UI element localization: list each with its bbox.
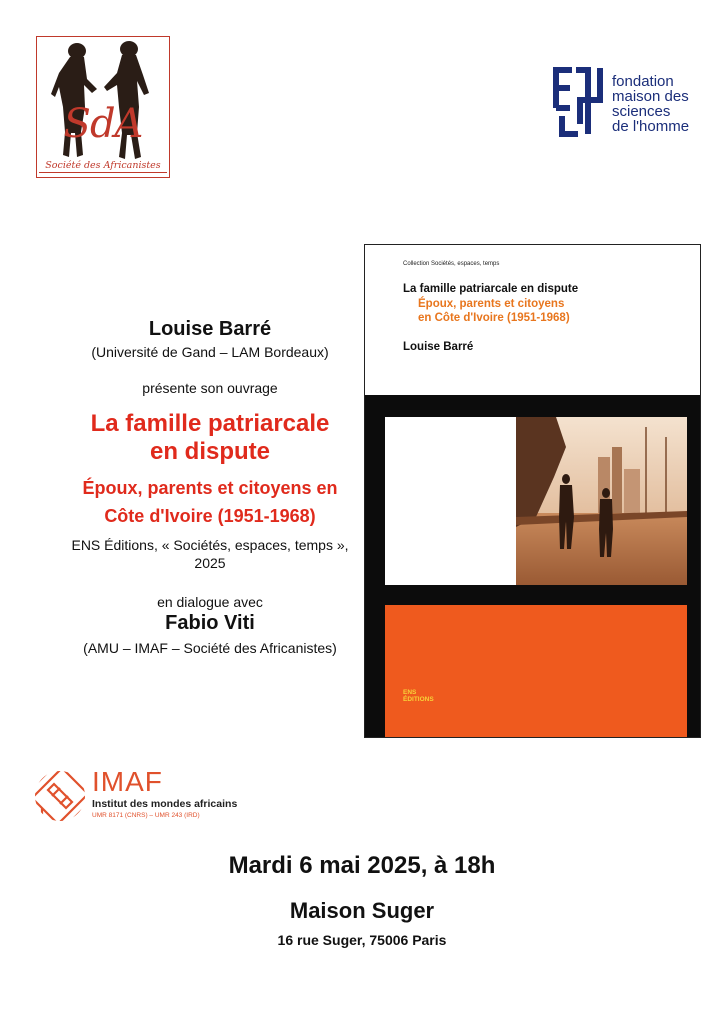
cover-subtitle bbox=[418, 297, 570, 325]
book-subtitle-line: Côte d'Ivoire (1951-1968) bbox=[104, 506, 316, 526]
book-subtitle-line: Époux, parents et citoyens en bbox=[82, 478, 338, 498]
publisher-line: 2025 bbox=[194, 555, 226, 571]
publisher-info bbox=[30, 536, 390, 572]
fmsh-text bbox=[612, 74, 689, 134]
cover-subtitle-line: en Côte d'Ivoire (1951-1968) bbox=[418, 312, 570, 324]
sda-name: Société des Africanistes bbox=[39, 160, 167, 173]
event-date: Mardi 6 mai 2025, à 18h bbox=[228, 852, 496, 879]
cover-orange-block bbox=[385, 605, 687, 737]
imaf-globe-icon bbox=[34, 770, 86, 822]
fmsh-logo bbox=[550, 64, 700, 144]
fmsh-line: de l'homme bbox=[612, 118, 690, 135]
cover-publisher-line: ENS bbox=[403, 689, 417, 696]
cover-collection: Collection Sociétés, espaces, temps bbox=[403, 261, 500, 267]
presents-text: présente son ouvrage bbox=[142, 380, 278, 396]
cover-publisher-line: ÉDITIONS bbox=[403, 696, 434, 703]
fmsh-mark-icon bbox=[550, 64, 610, 140]
book-title-line: en dispute bbox=[149, 438, 270, 465]
author-affiliation: (Université de Gand – LAM Bordeaux) bbox=[91, 344, 329, 360]
author-name: Louise Barré bbox=[148, 318, 272, 340]
book-title bbox=[30, 410, 390, 466]
event-venue: Maison Suger bbox=[289, 898, 435, 923]
imaf-acronym: IMAF bbox=[92, 766, 163, 797]
imaf-logo bbox=[34, 766, 238, 828]
cover-title: La famille patriarcale en dispute bbox=[403, 283, 579, 295]
dialogue-intro: en dialogue avec bbox=[157, 594, 263, 610]
sda-monogram: SdA bbox=[63, 101, 143, 147]
imaf-umr: UMR 8171 (CNRS) – UMR 243 (IRD) bbox=[92, 812, 200, 819]
cover-subtitle-line: Époux, parents et citoyens bbox=[418, 298, 565, 310]
cover-publisher-logo bbox=[403, 689, 434, 703]
discussant-affiliation: (AMU – IMAF – Société des Africanistes) bbox=[83, 640, 337, 656]
cover-photo bbox=[516, 417, 687, 585]
fmsh-line: fondation bbox=[612, 73, 674, 90]
book-title-line: La famille patriarcale bbox=[90, 410, 330, 437]
book-subtitle bbox=[30, 474, 390, 530]
fmsh-line: maison des bbox=[612, 88, 689, 105]
sda-logo bbox=[36, 36, 170, 178]
imaf-full-name: Institut des mondes africains bbox=[92, 798, 238, 810]
fmsh-line: sciences bbox=[612, 103, 671, 120]
publisher-line: ENS Éditions, « Sociétés, espaces, temps », bbox=[71, 537, 349, 553]
book-cover bbox=[364, 244, 701, 738]
event-address: 16 rue Suger, 75006 Paris bbox=[277, 932, 447, 948]
cover-white-block bbox=[385, 417, 516, 585]
cover-author: Louise Barré bbox=[403, 341, 474, 353]
discussant-name: Fabio Viti bbox=[165, 612, 255, 634]
